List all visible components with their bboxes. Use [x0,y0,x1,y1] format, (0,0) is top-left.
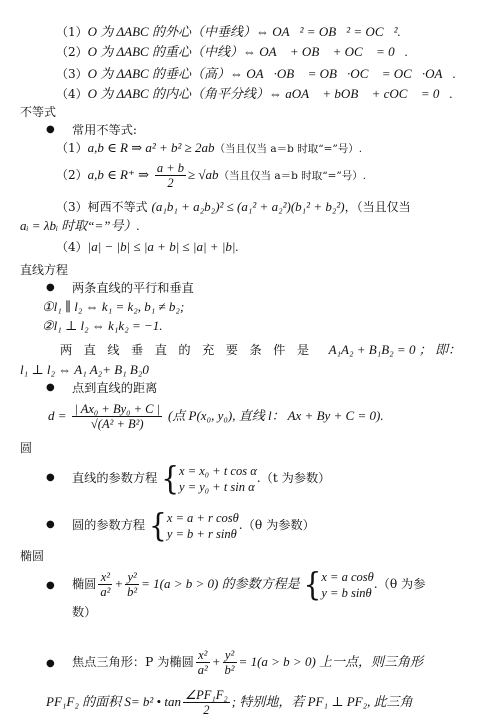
line-parametric [72,458,331,497]
fraction [125,570,139,599]
vector-line-2 [56,44,408,60]
section-heading-inequality: 不等式 [20,105,57,119]
section-heading-lines: 直线方程 [20,263,69,277]
parametric-row: x = a + r cosθ [166,510,239,525]
fraction-numerator: x² [196,648,210,663]
cauchy-inequality-math: (a₁b₁ + a₂b₂)² ≤ (a₁² + a₂²)(b₁² + b₂²) [151,199,345,214]
fraction [223,648,237,677]
fraction [196,648,210,677]
inequality-3-continued [20,218,140,234]
ellipse-equation: = 1(a > b > 0) 的参数方程是 [141,576,300,591]
item-number: （2） [56,168,88,182]
bullet-icon: ● [46,658,55,669]
triangle-inequality-math: |a| − |b| ≤ |a + b| ≤ |a| + |b|. [87,239,239,254]
focal-equation: = 1(a > b > 0) 上一点，则三角形 [238,654,424,669]
parametric-row: x = a cosθ [321,569,374,584]
distance-formula [48,396,384,436]
focal-area [46,684,413,720]
ellipse-parametric [72,566,425,602]
parallel-condition: ①l₁ ∥ l₂ ⇔ k₁ = k₂, b₁ ≠ b₂; [42,299,185,314]
parametric-system [321,569,373,601]
fraction [155,161,186,190]
inequality-math: a,b ∈ R ⇒ a² + b² ≥ 2ab [87,140,215,155]
inequality-2 [56,160,366,191]
fraction-denominator: √(A² + B²) [90,417,144,431]
focal-triangle [72,644,423,680]
parametric-row: x = x₀ + t cos α [179,463,257,478]
parametric-row: y = y₀ + t sin α [179,479,255,494]
parametric-note: .（θ 为参 [373,577,426,591]
perpendicular-math: A₁A₂ + B₁B₂ = 0 ； 即： [328,342,461,357]
left-brace: { [161,458,180,497]
fraction [98,570,112,599]
bullet-icon: ● [46,519,55,530]
parametric-row: y = b sinθ [321,585,372,600]
inequality-subheading: 常用不等式: [72,123,138,137]
fraction-denominator: a² [100,585,111,599]
perpendicular-sentence [60,342,461,358]
orthocenter-condition: O 为 ΔABC 的垂心（高）⇔ OA⃗·OB⃗ = OB⃗·OC⃗ = OC⃗·OA⃗. [87,66,456,81]
distance-fraction [72,402,162,431]
vector-line-1 [56,24,401,40]
left-brace: { [303,564,322,603]
distance-note: (点 P(x₀, y₀), 直线 l： Ax + By + C = 0). [167,408,384,423]
inequality-math: a,b ∈ R⁺ ⇒ [87,167,149,182]
distance-subheading: 点到直线的距离 [72,381,158,395]
vector-line-4 [56,86,453,102]
item-number: （4） [56,87,88,101]
inequality-4 [56,239,239,255]
vector-line-3 [56,66,456,82]
fraction-denominator: 2 [203,703,210,717]
perpendicular-continued: l₁ ⊥ l₂ ⇔ A₁ A₂+ B₁ B₂0 [20,362,149,377]
fraction-numerator: a + b [156,161,185,175]
centroid-condition: O 为 ΔABC 的重心（中线）⇔ OA⃗ + OB⃗ + OC⃗ = 0⃗. [87,44,408,59]
bullet-icon: ● [46,472,55,483]
bullet-icon: ● [46,580,55,591]
fraction-numerator: | Ax₀ + By₀ + C | [74,402,161,416]
item-number: （4） [56,240,88,254]
perpendicular-condition: ②l₁ ⊥ l₂ ⇔ k₁k₂ = −1. [42,318,163,333]
line-parametric-label: 直线的参数方程 [72,471,158,485]
inequality-1 [56,140,362,157]
fraction-numerator: y² [223,648,237,663]
circle-parametric-label: 圆的参数方程 [72,518,146,532]
ellipse-label: 椭圆 [72,577,97,591]
inequality-3 [56,199,411,215]
fraction-numerator: ∠PF₁F₂ [184,688,228,702]
area-fraction [183,688,230,717]
bullet-icon: ● [46,124,55,135]
lines-subheading: 两条直线的平行和垂直 [72,281,194,295]
fraction-denominator: 2 [167,176,174,190]
item-number: （1） [56,25,88,39]
item-number: （2） [56,45,88,59]
inequality-note: （当且仅当 a＝b 时取“=”号）. [218,170,367,182]
fraction-denominator: b² [127,585,138,599]
plus-sign: + [114,576,124,591]
inequality-note: （当且仅当 a＝b 时取“=”号）. [214,143,363,155]
inequality-math: ≥ √ab [188,167,219,182]
section-heading-ellipse: 椭圆 [20,549,45,563]
distance-lhs: d = [48,408,67,423]
circle-parametric [72,505,315,544]
focal-text: 焦点三角形：P 为椭圆 [72,655,194,669]
item-number: （3） [56,67,88,81]
parametric-system [167,510,239,542]
fraction-denominator: b² [224,663,235,677]
parametric-system [179,463,257,495]
left-brace: { [149,505,167,544]
parametric-note: .（t 为参数） [256,471,331,485]
parametric-row: y = b + r sinθ [166,526,237,541]
perpendicular-text: 两直线垂直的充要条件是 [60,343,321,357]
inequality-note: ，（当且仅当 [344,200,411,214]
fraction-denominator: a² [197,663,208,677]
item-number: （3）柯西不等式 [56,200,148,214]
incenter-condition: O 为 ΔABC 的内心（角平分线）⇔ aOA⃗ + bOB⃗ + cOC⃗ = 0⃗. [87,86,453,101]
area-note: ; 特别地，若 PF₁ ⊥ PF₂, 此三角 [231,694,413,709]
section-heading-circle: 圆 [20,441,33,455]
item-number: （1） [56,141,88,155]
inequality-note: aᵢ = λbᵢ 时取“=”号）. [20,218,140,233]
area-text: PF₁F₂ 的面积 S= b² • tan [46,694,181,709]
fraction-numerator: x² [98,570,112,585]
bullet-icon: ● [46,382,55,393]
fraction-numerator: y² [125,570,139,585]
ellipse-note-continued: 数） [72,605,97,619]
plus-sign: + [211,654,221,669]
parametric-note: .（θ 为参数） [238,518,315,532]
bullet-icon: ● [46,282,55,293]
circumcenter-condition: O 为 ΔABC 的外心（中垂线）⇔ OA⃗² = OB⃗² = OC⃗². [87,24,401,39]
